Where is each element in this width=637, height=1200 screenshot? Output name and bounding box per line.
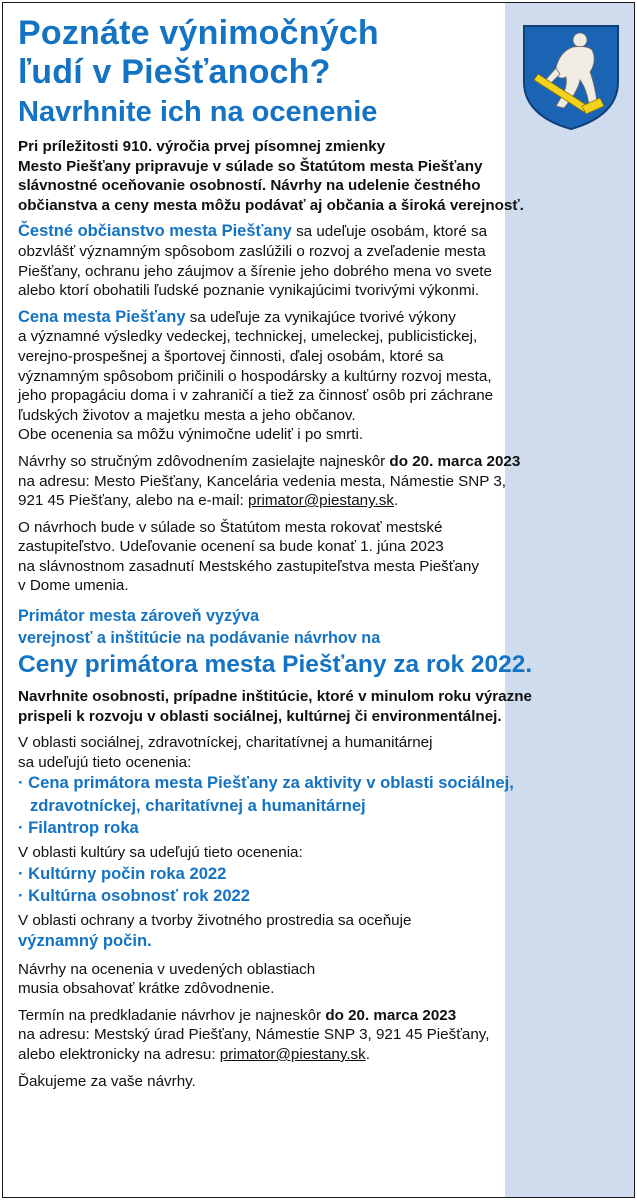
city-prize-line: Obe ocenenia sa môžu výnimočne udeliť i po smrti. xyxy=(18,426,364,444)
term-text: alebo elektronicky na adresu: xyxy=(18,1046,220,1063)
city-prize-line: verejno-prospešnej a športovej činnosti, ďalej osobám, ktoré sa xyxy=(18,347,444,365)
council-line: v Dome umenia. xyxy=(18,577,129,595)
intro-line: občianstva a ceny mesta môžu podávať aj občania a široká verejnosť. xyxy=(18,196,524,214)
mayor-call xyxy=(18,606,618,649)
city-prize-title: Cena mesta Piešťany xyxy=(18,307,186,326)
intro-line: Pri príležitosti 910. výročia prvej písomnej zmienky xyxy=(18,138,386,155)
environment-line: V oblasti ochrany a tvorby životného prostredia sa oceňuje xyxy=(18,911,412,929)
submission-text: . xyxy=(393,492,399,510)
submission-text: Návrhy so stručným zdôvodnením zasielajte najneskôr xyxy=(18,452,390,470)
intro-line: slávnostné oceňovanie osobností. Návrhy na udelenie čestného xyxy=(18,177,481,195)
council-line: na slávnostnom zasadnutí Mestského zastupiteľstva mesta Piešťany xyxy=(18,557,479,575)
award-bullet: · Kultúrny počin roka 2022 xyxy=(18,863,227,883)
city-prize-line: ľudských životov a majetku mesta a jeho občanov. xyxy=(18,406,356,424)
submission-paragraph xyxy=(18,452,618,511)
honorary-line: Piešťany, ochranu jeho záujmov a šírenie jeho dobrého mena vo svete xyxy=(18,262,492,280)
term-text: Termín na predkladanie návrhov je najneskôr xyxy=(18,1006,326,1024)
honorary-text: sa udeľuje osobám, ktoré sa xyxy=(291,223,488,241)
mayor-call-line: Primátor mesta zároveň vyzýva xyxy=(18,607,260,626)
deadline: do 20. marca 2023 xyxy=(389,452,521,470)
environment-award: významný počin. xyxy=(18,931,152,951)
culture-line: V oblasti kultúry sa udeľujú tieto ocenenia: xyxy=(18,843,303,861)
submission-address: na adresu: Mesto Piešťany, Kancelária vedenia mesta, Námestie SNP 3, xyxy=(18,472,507,490)
council-line: zastupiteľstvo. Udeľovanie ocenení sa bude konať 1. júna 2023 xyxy=(18,538,444,556)
term-paragraph xyxy=(18,1006,618,1065)
deadline: do 20. marca 2023 xyxy=(325,1006,457,1024)
city-prize-text: sa udeľuje za vynikajúce tvorivé výkony xyxy=(185,308,456,326)
thanks-line: Ďakujeme za vaše návrhy. xyxy=(18,1072,196,1090)
title-line-2: ľudí v Piešťanoch? xyxy=(18,53,331,91)
honorary-line: alebo ktorí obohatili ľudské poznanie vynikajúcimi tvorivými výkonmi. xyxy=(18,282,480,300)
city-prize-paragraph xyxy=(18,308,618,445)
mayor-call-line: verejnosť a inštitúcie na podávanie návrhov na xyxy=(18,628,381,647)
city-prize-line: významným spôsobom pričinili o hospodársky a kultúrny rozvoj mesta, xyxy=(18,367,492,385)
term-text: . xyxy=(365,1046,370,1063)
honorary-citizenship-paragraph xyxy=(18,222,618,300)
honorary-citizenship-title: Čestné občianstvo mesta Piešťany xyxy=(18,222,292,241)
social-line: V oblasti sociálnej, zdravotníckej, charitatívnej a humanitárnej xyxy=(18,734,433,752)
nominate-paragraph xyxy=(18,687,618,726)
award-bullet: · Cena primátora mesta Piešťany za aktivity v oblasti sociálnej, zdravotníckej, charitatívnej a humanitárnej xyxy=(18,773,514,815)
title-line-1: Poznáte výnimočných xyxy=(18,14,379,52)
reasoning-line: Návrhy na ocenenia v uvedených oblastiach xyxy=(18,960,316,978)
city-prize-line: a významné výsledky vedeckej, technickej, umeleckej, publicistickej, xyxy=(18,328,478,346)
mayor-award-heading: Ceny primátora mesta Piešťany za rok 2022. xyxy=(18,651,533,679)
honorary-line: obzvlášť významným spôsobom zaslúžili o rozvoj a zveľadenie mesta xyxy=(18,242,486,260)
term-address: na adresu: Mestský úrad Piešťany, Námestie SNP 3, 921 45 Piešťany, xyxy=(18,1026,490,1044)
intro-paragraph xyxy=(18,137,618,215)
social-section xyxy=(18,733,618,840)
notice-content xyxy=(18,14,618,1091)
nominate-line: Navrhnite osobnosti, prípadne inštitúcie, ktoré v minulom roku výrazne xyxy=(18,688,532,706)
email-link[interactable]: primator@piestany.sk xyxy=(248,492,394,510)
intro-line: Mesto Piešťany pripravuje v súlade so Štatútom mesta Piešťany xyxy=(18,157,483,175)
council-line: O návrhoch bude v súlade so Štatútom mesta rokovať mestské xyxy=(18,518,443,536)
subtitle: Navrhnite ich na ocenenie xyxy=(18,96,378,128)
environment-section xyxy=(18,911,618,953)
nominate-line: prispeli k rozvoju v oblasti sociálnej, kultúrnej či environmentálnej. xyxy=(18,707,502,725)
reasoning-line: musia obsahovať krátke zdôvodnenie. xyxy=(18,980,275,998)
social-line: sa udeľujú tieto ocenenia: xyxy=(18,753,192,771)
reasoning-paragraph xyxy=(18,960,618,999)
submission-text: 921 45 Piešťany, alebo na e-mail: xyxy=(18,492,248,510)
city-prize-line: jeho propagáciu doma i v zahraničí a tiež za činnosť osôb pri záchrane xyxy=(18,387,494,405)
council-paragraph xyxy=(18,518,618,596)
email-link[interactable]: primator@piestany.sk xyxy=(219,1046,366,1063)
culture-section xyxy=(18,843,618,908)
award-bullet: · Kultúrna osobnosť rok 2022 xyxy=(18,886,251,906)
award-bullet: · Filantrop roka xyxy=(18,818,139,838)
